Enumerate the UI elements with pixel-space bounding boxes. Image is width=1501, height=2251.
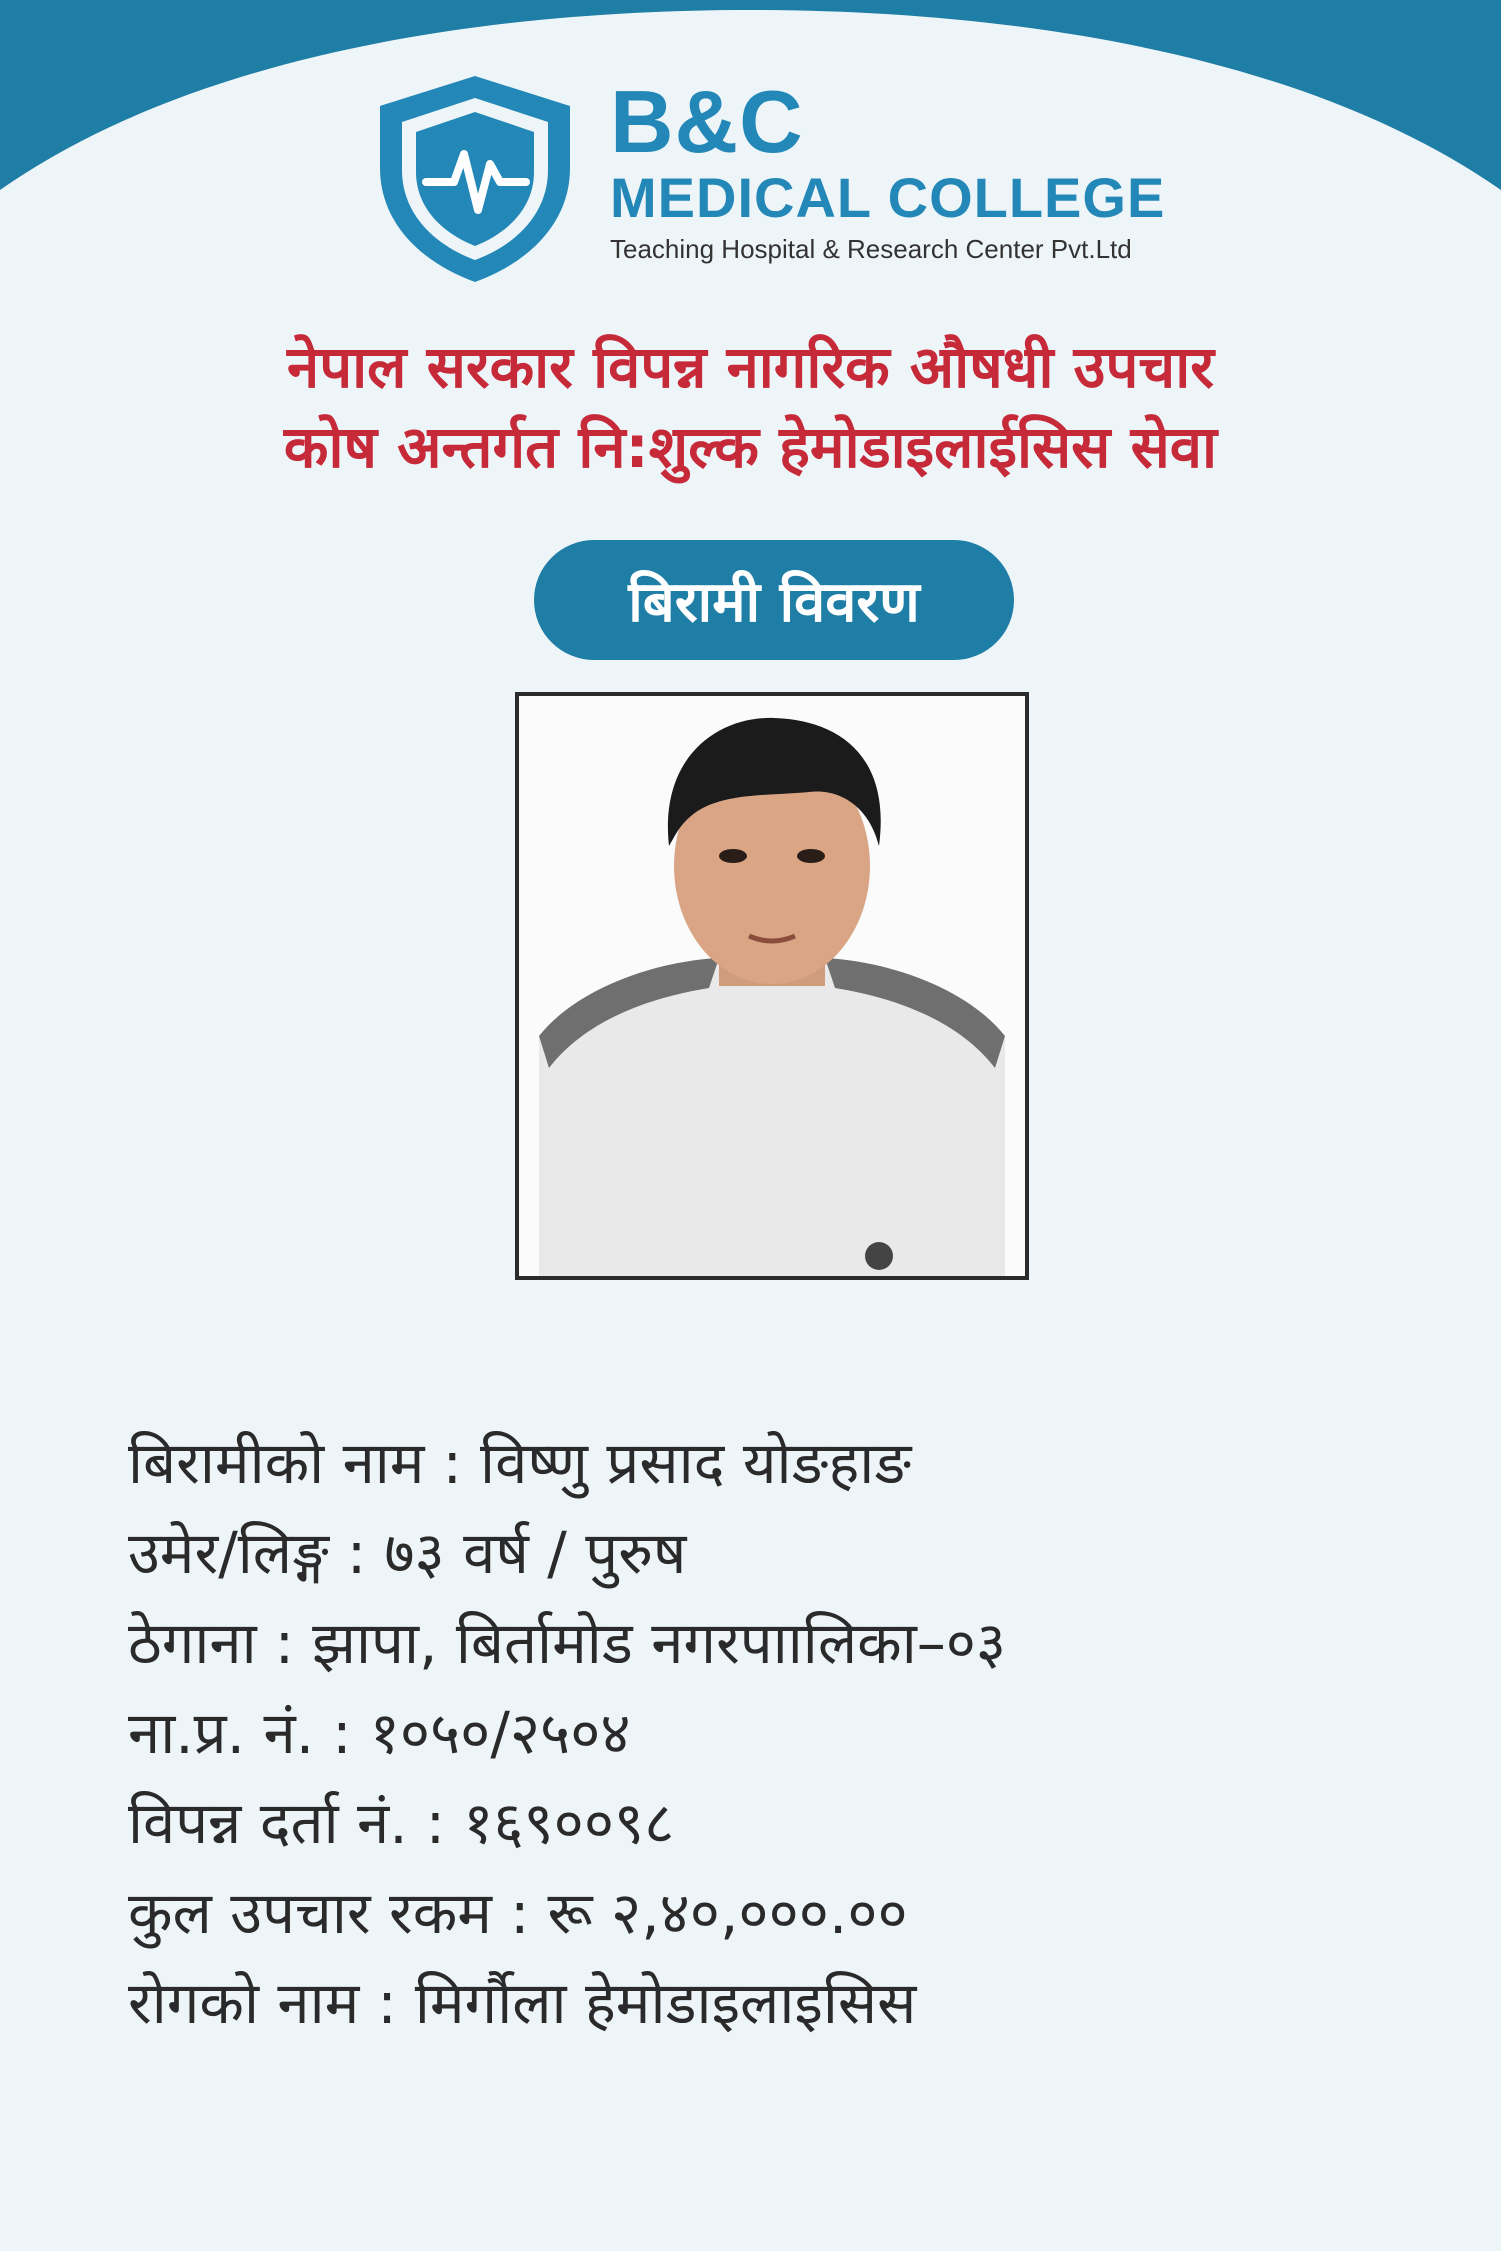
detail-label: ठेगाना bbox=[128, 1609, 257, 1677]
detail-value: झापा, बिर्तामोड नगरपाालिका–०३ bbox=[312, 1609, 1007, 1677]
brand-name: B&C bbox=[610, 72, 804, 171]
detail-label: ना.प्र. नं. bbox=[128, 1699, 315, 1767]
brand-tagline: Teaching Hospital & Research Center Pvt.Ltd bbox=[610, 234, 1132, 264]
separator: : bbox=[346, 1519, 367, 1587]
patient-photo bbox=[515, 692, 1029, 1280]
detail-row-age-gender bbox=[128, 1508, 1428, 1598]
detail-label: बिरामीको नाम bbox=[128, 1429, 425, 1497]
patient-photo-illustration bbox=[519, 696, 1025, 1276]
detail-row-address bbox=[128, 1598, 1428, 1688]
headline-line-1: नेपाल सरकार विपन्न नागरिक औषधी उपचार bbox=[287, 333, 1214, 401]
detail-row-total-amount bbox=[128, 1868, 1428, 1958]
detail-value: विष्णु प्रसाद योङहाङ bbox=[480, 1429, 912, 1497]
brand-subtitle: MEDICAL COLLEGE bbox=[610, 166, 1166, 229]
section-title-pill: बिरामी विवरण bbox=[534, 540, 1014, 660]
detail-row-registration-no bbox=[128, 1778, 1428, 1868]
detail-row-name bbox=[128, 1418, 1428, 1508]
separator: : bbox=[510, 1879, 530, 1947]
detail-row-citizenship-no bbox=[128, 1688, 1428, 1778]
detail-label: रोगको नाम bbox=[128, 1969, 360, 2037]
shield-heartbeat-icon bbox=[370, 72, 580, 286]
separator: : bbox=[274, 1609, 295, 1677]
separator: : bbox=[425, 1789, 446, 1857]
separator: : bbox=[442, 1429, 463, 1497]
headline-line-2: कोष अन्तर्गत नि:शुल्क हेमोडाइलाईसिस सेवा bbox=[283, 413, 1218, 481]
separator: : bbox=[332, 1699, 352, 1767]
detail-value: १०५०/२५०४ bbox=[369, 1699, 631, 1767]
detail-value: ७३ वर्ष / पुरुष bbox=[384, 1519, 687, 1587]
detail-value: रू २,४०,०००.०० bbox=[547, 1879, 908, 1947]
detail-label: विपन्न दर्ता नं. bbox=[128, 1789, 408, 1857]
separator: : bbox=[377, 1969, 397, 2037]
detail-label: उमेर/लिङ्ग bbox=[128, 1519, 329, 1587]
detail-label: कुल उपचार रकम bbox=[128, 1879, 492, 1947]
detail-row-disease bbox=[128, 1958, 1428, 2048]
detail-value: मिर्गौला हेमोडाइलाइसिस bbox=[414, 1969, 917, 2037]
detail-value: १६९००९८ bbox=[463, 1789, 675, 1857]
patient-details bbox=[128, 1418, 1428, 2048]
